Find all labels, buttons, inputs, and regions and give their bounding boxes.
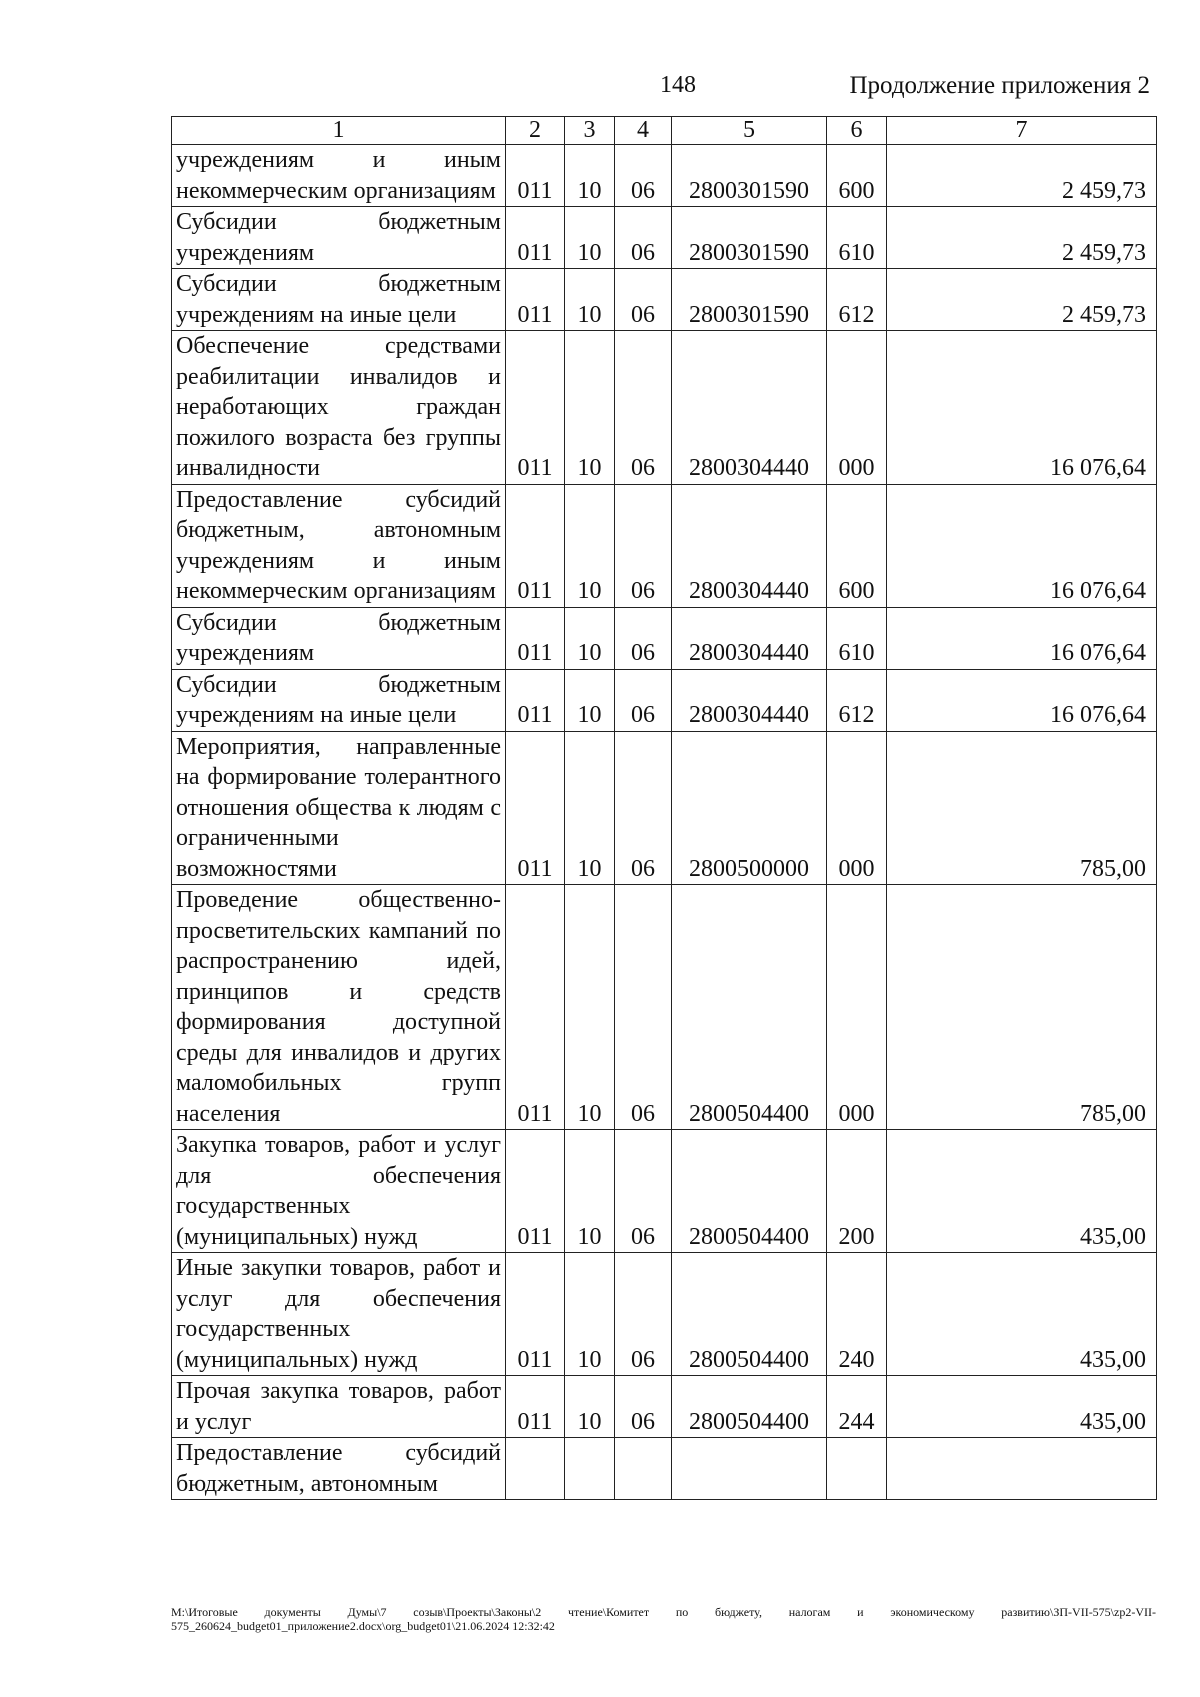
row-name: Иные закупки товаров, работ и услуг для обеспечения государственных (муниципальных) нужд (172, 1253, 506, 1376)
header-cell: 5 (672, 117, 827, 145)
code-expense-type-cell: 000 (827, 885, 887, 1130)
amount-cell: 16 076,64 (887, 607, 1157, 669)
code-expense-type-cell: 612 (827, 269, 887, 331)
amount-cell: 16 076,64 (887, 484, 1157, 607)
code-expense-type-cell: 200 (827, 1130, 887, 1253)
code-expense-type-cell: 610 (827, 607, 887, 669)
amount-cell: 435,00 (887, 1376, 1157, 1438)
code-expense-type-cell (827, 1438, 887, 1500)
code-section-cell: 10 (565, 207, 615, 269)
header-cell: 3 (565, 117, 615, 145)
footer-file-path: M:\Итоговые документы Думы\7 созыв\Проекты\Законы\2 чтение\Комитет по бюджету, налогам и экономическому развитию\ЗП-VII-575\zp2-VII-575_260624_budget01_приложение2.docx\org_budget01\21.06.2024 12:32:42 (171, 1605, 1156, 1633)
code-target-cell: 2800304440 (672, 484, 827, 607)
table-row (172, 269, 1157, 331)
table-row (172, 1130, 1157, 1253)
code-expense-type-cell: 000 (827, 331, 887, 485)
row-name: Прочая закупка товаров, работ и услуг (172, 1376, 506, 1438)
code-target-cell (672, 1438, 827, 1500)
row-name: Обеспечение средствами реабилитации инвалидов и неработающих граждан пожилого возраста без группы инвалидности (172, 331, 506, 485)
row-name: Проведение общественно-просветительских кампаний по распространению идей, принципов и средств формирования доступной среды для инвалидов и других маломобильных групп населения (172, 885, 506, 1130)
code-subsection-cell: 06 (615, 207, 672, 269)
code-subsection-cell (615, 1438, 672, 1500)
code-admin-cell: 011 (506, 331, 565, 485)
appendix-subtitle: Продолжение приложения 2 (849, 72, 1150, 99)
code-target-cell: 2800504400 (672, 1376, 827, 1438)
table-row (172, 731, 1157, 885)
code-section-cell: 10 (565, 607, 615, 669)
code-expense-type-cell: 244 (827, 1376, 887, 1438)
code-subsection-cell: 06 (615, 731, 672, 885)
amount-cell (887, 1438, 1157, 1500)
row-name: Субсидии бюджетным учреждениям (172, 607, 506, 669)
amount-cell: 16 076,64 (887, 331, 1157, 485)
code-section-cell: 10 (565, 669, 615, 731)
code-admin-cell: 011 (506, 1376, 565, 1438)
code-subsection-cell: 06 (615, 331, 672, 485)
code-admin-cell: 011 (506, 207, 565, 269)
table-row (172, 1376, 1157, 1438)
table-row (172, 607, 1157, 669)
code-expense-type-cell: 610 (827, 207, 887, 269)
amount-cell: 16 076,64 (887, 669, 1157, 731)
header-cell: 2 (506, 117, 565, 145)
row-name: Закупка товаров, работ и услуг для обеспечения государственных (муниципальных) нужд (172, 1130, 506, 1253)
code-target-cell: 2800500000 (672, 731, 827, 885)
code-section-cell: 10 (565, 1376, 615, 1438)
code-expense-type-cell: 600 (827, 484, 887, 607)
code-section-cell: 10 (565, 484, 615, 607)
header-cell: 7 (887, 117, 1157, 145)
code-admin-cell: 011 (506, 1253, 565, 1376)
amount-cell: 785,00 (887, 731, 1157, 885)
code-subsection-cell: 06 (615, 1376, 672, 1438)
row-name: Предоставление субсидий бюджетным, автономным учреждениям и иным некоммерческим организациям (172, 484, 506, 607)
amount-cell: 2 459,73 (887, 145, 1157, 207)
code-section-cell: 10 (565, 269, 615, 331)
budget-table (171, 116, 1157, 1500)
code-target-cell: 2800504400 (672, 885, 827, 1130)
amount-cell: 785,00 (887, 885, 1157, 1130)
table-row (172, 331, 1157, 485)
row-name: Субсидии бюджетным учреждениям на иные цели (172, 669, 506, 731)
row-name: Субсидии бюджетным учреждениям (172, 207, 506, 269)
table-row (172, 669, 1157, 731)
code-section-cell: 10 (565, 331, 615, 485)
table-row (172, 145, 1157, 207)
code-section-cell (565, 1438, 615, 1500)
code-expense-type-cell: 240 (827, 1253, 887, 1376)
amount-cell: 435,00 (887, 1253, 1157, 1376)
code-subsection-cell: 06 (615, 885, 672, 1130)
code-subsection-cell: 06 (615, 1130, 672, 1253)
code-admin-cell: 011 (506, 484, 565, 607)
code-section-cell: 10 (565, 731, 615, 885)
row-name: Мероприятия, направленные на формирование толерантного отношения общества к людям с ограниченными возможностями (172, 731, 506, 885)
code-target-cell: 2800504400 (672, 1253, 827, 1376)
table-row (172, 484, 1157, 607)
code-expense-type-cell: 000 (827, 731, 887, 885)
code-target-cell: 2800301590 (672, 207, 827, 269)
table-body (172, 145, 1157, 1500)
code-target-cell: 2800301590 (672, 145, 827, 207)
code-section-cell: 10 (565, 145, 615, 207)
row-name: Предоставление субсидий бюджетным, автономным (172, 1438, 506, 1500)
header-cell: 6 (827, 117, 887, 145)
code-target-cell: 2800301590 (672, 269, 827, 331)
table-row (172, 1253, 1157, 1376)
header-cell: 4 (615, 117, 672, 145)
code-admin-cell: 011 (506, 669, 565, 731)
code-target-cell: 2800504400 (672, 1130, 827, 1253)
code-admin-cell: 011 (506, 731, 565, 885)
header-cell: 1 (172, 117, 506, 145)
code-admin-cell: 011 (506, 1130, 565, 1253)
code-target-cell: 2800304440 (672, 669, 827, 731)
row-name: Субсидии бюджетным учреждениям на иные цели (172, 269, 506, 331)
table-row (172, 207, 1157, 269)
code-target-cell: 2800304440 (672, 331, 827, 485)
code-subsection-cell: 06 (615, 269, 672, 331)
code-subsection-cell: 06 (615, 1253, 672, 1376)
code-expense-type-cell: 612 (827, 669, 887, 731)
page-number: 148 (660, 72, 696, 98)
code-admin-cell (506, 1438, 565, 1500)
code-admin-cell: 011 (506, 885, 565, 1130)
table-row (172, 1438, 1157, 1500)
code-admin-cell: 011 (506, 607, 565, 669)
code-expense-type-cell: 600 (827, 145, 887, 207)
row-name: учреждениям и иным некоммерческим организациям (172, 145, 506, 207)
code-subsection-cell: 06 (615, 484, 672, 607)
code-target-cell: 2800304440 (672, 607, 827, 669)
code-subsection-cell: 06 (615, 607, 672, 669)
amount-cell: 2 459,73 (887, 207, 1157, 269)
code-subsection-cell: 06 (615, 145, 672, 207)
amount-cell: 435,00 (887, 1130, 1157, 1253)
code-subsection-cell: 06 (615, 669, 672, 731)
code-section-cell: 10 (565, 1253, 615, 1376)
table-row (172, 885, 1157, 1130)
code-admin-cell: 011 (506, 269, 565, 331)
header-row (172, 117, 1157, 145)
code-section-cell: 10 (565, 885, 615, 1130)
code-admin-cell: 011 (506, 145, 565, 207)
code-section-cell: 10 (565, 1130, 615, 1253)
amount-cell: 2 459,73 (887, 269, 1157, 331)
